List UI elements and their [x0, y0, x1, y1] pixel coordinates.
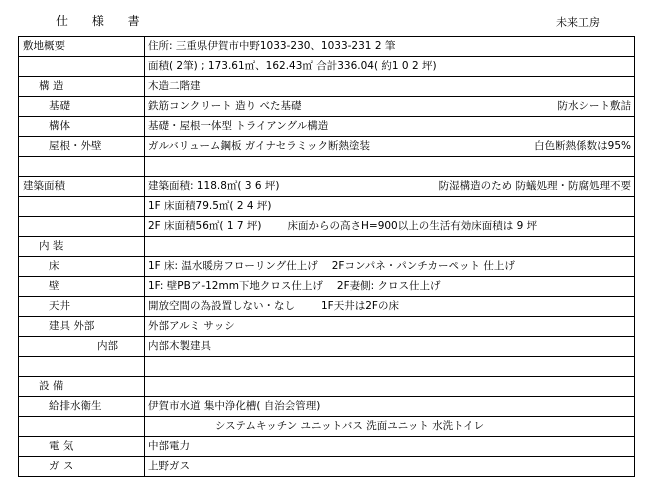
- row-fittings-ext: [19, 317, 635, 337]
- value-roof: ガルバリューム鋼板 ガイナセラミック断熱塗装: [148, 140, 371, 152]
- row-floor2-area: [19, 217, 635, 237]
- label-fittings-int: 内部: [19, 337, 145, 357]
- value-building-area-right: 防湿構造のため 防蟻処理・防腐処理不要: [438, 180, 631, 192]
- value-floor2-note: 床面からの高さH=900以上の生活有効床面積は 9 坪: [287, 220, 538, 232]
- value-roof-right: 白色断熱係数は95%: [534, 140, 631, 152]
- value-kitchen: システムキッチン ユニットバス 洗面ユニット 水洗トイレ: [145, 417, 635, 437]
- value-site-area: 面積( 2筆) ; 173.61㎡、162.43㎡ 合計336.04( 約1 0 2 坪): [145, 57, 635, 77]
- row-structure: [19, 77, 635, 97]
- value-floor-2f: 2Fコンパネ・パンチカーペット 仕上げ: [331, 260, 515, 272]
- value-foundation-right: 防水シート敷詰: [557, 100, 631, 112]
- row-empty-1: [19, 157, 635, 177]
- value-wall-2f: 2F妻側: クロス仕上げ: [336, 280, 441, 292]
- value-ceiling-note: 1F天井は2Fの床: [321, 300, 399, 312]
- value-frame: 基礎・屋根一体型 トライアングル構造: [145, 117, 635, 137]
- row-floor: [19, 257, 635, 277]
- value-fittings-ext: 外部アルミ サッシ: [145, 317, 635, 337]
- row-electric: [19, 437, 635, 457]
- row-site-address: [19, 37, 635, 57]
- value-foundation: 鉄筋コンクリート 造り べた基礎: [148, 100, 302, 112]
- value-site-address: 住所: 三重県伊賀市中野1033-230、1033-231 2 筆: [145, 37, 635, 57]
- row-interior: [19, 237, 635, 257]
- row-kitchen: [19, 417, 635, 437]
- row-wall: [19, 277, 635, 297]
- value-floor: 1F 床: 温水暖房フローリング仕上げ: [148, 260, 318, 272]
- label-ceiling: 天井: [19, 297, 145, 317]
- row-gas: [19, 457, 635, 477]
- label-floor: 床: [19, 257, 145, 277]
- spec-table: [18, 36, 635, 477]
- value-gas: 上野ガス: [145, 457, 635, 477]
- row-ceiling: [19, 297, 635, 317]
- label-gas: ガ ス: [19, 457, 145, 477]
- row-building-area: [19, 177, 635, 197]
- row-frame: [19, 117, 635, 137]
- value-plumbing: 伊賀市水道 集中浄化槽( 自治会管理): [145, 397, 635, 417]
- label-wall: 壁: [19, 277, 145, 297]
- label-building-area: 建築面積: [19, 177, 145, 197]
- row-equipment: [19, 377, 635, 397]
- label-frame: 構体: [19, 117, 145, 137]
- row-floor1-area: [19, 197, 635, 217]
- label-site: 敷地概要: [19, 37, 145, 57]
- label-roof: 屋根・外壁: [19, 137, 145, 157]
- value-ceiling: 開放空間の為設置しない・なし: [148, 300, 295, 312]
- label-fittings-ext: 建具 外部: [19, 317, 145, 337]
- value-structure: 木造二階建: [145, 77, 635, 97]
- value-floor1-area: 1F 床面積79.5㎡( 2 4 坪): [145, 197, 635, 217]
- value-building-area: 建築面積: 118.8㎡( 3 6 坪): [148, 180, 280, 192]
- label-equipment: 設 備: [19, 377, 145, 397]
- row-fittings-int: [19, 337, 635, 357]
- row-foundation: [19, 97, 635, 117]
- row-empty-2: [19, 357, 635, 377]
- row-roof: [19, 137, 635, 157]
- value-floor2-area: 2F 床面積56㎡( 1 7 坪): [148, 220, 262, 232]
- label-interior: 内 装: [19, 237, 145, 257]
- row-site-area: [19, 57, 635, 77]
- label-structure: 構 造: [19, 77, 145, 97]
- value-electric: 中部電力: [145, 437, 635, 457]
- label-plumbing: 給排水衛生: [19, 397, 145, 417]
- row-plumbing: [19, 397, 635, 417]
- value-fittings-int: 内部木製建具: [145, 337, 635, 357]
- label-electric: 電 気: [19, 437, 145, 457]
- company-name: 未来工房: [556, 16, 600, 29]
- value-wall: 1F: 壁PBア-12mm下地クロス仕上げ: [148, 280, 323, 292]
- label-foundation: 基礎: [19, 97, 145, 117]
- document-title: 仕 様 書: [56, 14, 150, 28]
